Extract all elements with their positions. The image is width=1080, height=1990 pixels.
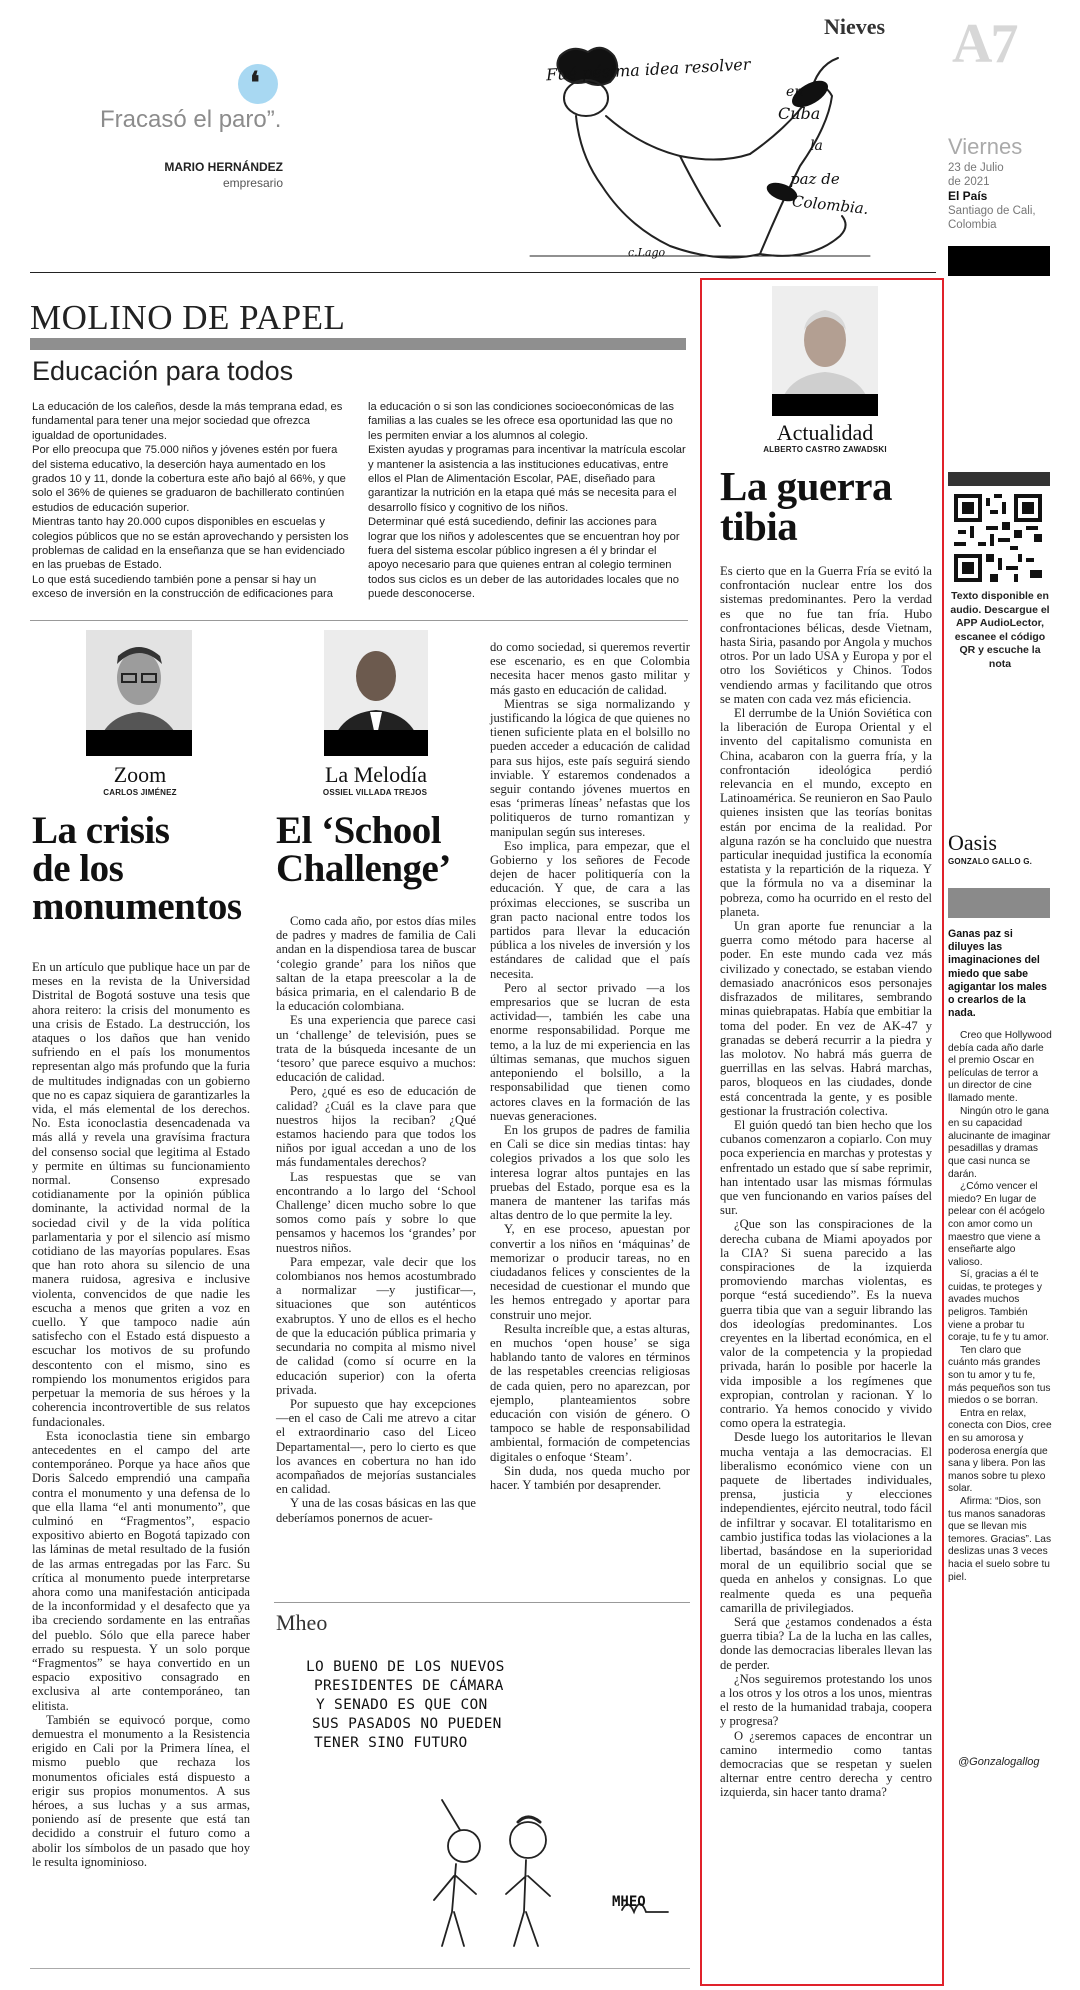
body-paragraph: Mientras se siga normalizando y justificando la lógica de que quienes no tienen suficiente plata en el bolsillo no pueden acceder a educación de calidad para sus hijos, este país seguirá siendo inviable. Y estaremos condenados a seguir contando jóvenes muertos en esas ‘primeras líneas’ nefastas que los politiqueros de turno romantizan y manipulan según sus intereses. — [490, 696, 690, 839]
editorial-headline: Educación para todos — [32, 356, 294, 386]
oasis-paragraph: Creo que Hollywood debía cada año darle el premio Oscar en películas de terror a un director de cine llamado mente. — [948, 1030, 1052, 1104]
actualidad-body — [720, 564, 932, 1800]
city-line-1: Santiago de Cali, — [948, 205, 1036, 217]
oasis-paragraph: Entra en relax, conecta con Dios, cree en su amorosa y poderosa energía que sana y libera. Pon las manos sobre tu plexo solar. — [948, 1407, 1052, 1495]
actualidad-headline-line: tibia — [720, 503, 798, 550]
bottom-rule — [30, 1968, 690, 1969]
photo-black-band — [324, 730, 428, 756]
body-paragraph: En los grupos de padres de familia en Cali se dice sin medias tintas: hay colegios privados a los que solo les interesa lograr altos puntajes en las pruebas del Estado, porque esa es la manera de mantener las tarifas más altas dentro de lo que permite la ley. — [490, 1122, 690, 1223]
photo-black-band — [86, 730, 192, 756]
top-cartoon-caption-5: paz de — [790, 170, 840, 188]
actualidad-author: ALBERTO CASTRO ZAWADSKI — [763, 445, 887, 454]
mheo-title: Mheo — [276, 1610, 328, 1635]
quote-mark: ❛ — [250, 66, 260, 101]
balloon-line: LO BUENO DE LOS NUEVOS — [306, 1659, 505, 1675]
body-paragraph: Eso implica, para empezar, que el Gobierno y los señores de Fecode dejen de hacer politiquería con la educación. Y que, de cara a las próximas elecciones, se suscriba un gran pacto nacional entre todos los partidos para llevar la educación pública a los niveles de inversión y los estándares de calidad que el país necesita. — [490, 838, 690, 981]
quote-bubble-icon — [238, 64, 278, 104]
qr-code[interactable] — [954, 494, 1042, 582]
top-rule — [30, 272, 936, 273]
zoom-headline-line: monumentos — [32, 885, 242, 929]
author-photo-carlos — [86, 630, 192, 756]
editorial-paragraph: Mientras tanto hay 20.000 cupos disponibles en escuelas y colegios públicos que no se están aprovechando y persisten los problemas de calidad en la enseñanza que se han evidenciado en las pruebas de Estado. — [32, 516, 349, 572]
body-paragraph: Pero al sector privado —a los empresarios que se lucran de esta actividad—, también les cabe una enorme responsabilidad. Porque me temo, a la luz de mi experiencia en las últimas semanas, que muchos siguen anteponiendo el bolsillo, a la responsabilidad que tienen como actores claves en la formación de las nuevas generaciones. — [490, 980, 690, 1123]
body-paragraph: El guión quedó tan bien hecho que los cubanos comenzaron a copiarlo. Con muy poca experiencia en marchas y protestas y enfrentado un estado que sí sabe reprimir, han intentado usar las mismas fórmulas que ven funcionando en varios países del sur. — [720, 1117, 932, 1218]
quote-text: Fracasó el paro”. — [100, 106, 282, 133]
editorial-paragraph: Por ello preocupa que 75.000 niños y jóvenes estén por fuera del sistema educativo, la deserción haya aumentado en los grados 10 y 11, donde la cobertura este año bajó al 66%, y que solo el 36% de quienes se graduaron de bachillerato continúen estudios de educación superior. — [32, 444, 346, 514]
paper-name: El País — [948, 189, 988, 203]
top-cartoon — [510, 36, 890, 276]
body-paragraph: O ¿seremos capaces de encontrar un camino intermedio como tantas democracias que se respetan y suelen alternar entre centro derecha y centro izquierda, sin hacer tanto drama? — [720, 1728, 932, 1800]
oasis-paragraph: Sí, gracias a él te cuidas, te proteges y avades muchos peligros. También viene a probar tu coraje, tu fe y tu amor. — [948, 1269, 1049, 1344]
editorial-col-2 — [368, 400, 688, 602]
body-paragraph: Desde luego los autoritarios le llevan mucha ventaja a las democracias. El liberalismo económico viene con un paquete de libertades individuales, prensa, justicia y elecciones independientes, ejército neutral, todo fácil de infiltrar y socavar. El totalitarismo en cambio justifica todas las violaciones a la libertad, basándose en la superioridad moral de un equilibrio social que se queda en anhelos y consignas. Lo que realmente queda es una pequeña camarilla de privilegiados. — [720, 1430, 932, 1615]
balloon-line: TENER SINO FUTURO — [314, 1735, 468, 1751]
oasis-handle[interactable]: @Gonzalogallog — [958, 1756, 1040, 1768]
actualidad-photo-band — [772, 394, 878, 416]
body-paragraph: Es cierto que en la Guerra Fría se evitó la confrontación nuclear entre los dos sistemas predominantes. Pero la verdad es que no fue tan fría. Hubo confrontaciones bélicas, desde Vietnam, hasta Siria, pasando por Angola y muchos otros. Por un lado USA y Europa y por el otro los Soviéticos y Chinos. Todos vendiendo armas y facilitando que otros se maten con cada vez más eficiencia. — [720, 564, 932, 706]
editorial-col-1 — [32, 400, 350, 602]
mheo-signature: MHEO — [612, 1894, 646, 1910]
melodia-headline-line: Challenge’ — [276, 847, 451, 891]
body-paragraph: Esta iconoclastia tiene sin embargo antecedentes en el campo del arte contemporáneo. Porque ya hace años que Doris Salcedo emprendió una campaña contra el monumento y una defensa de lo que ella llama “el anti monumento”, que culminó en “Fragmentos”, espacio expositivo abierto en Bogotá tapizado con las láminas de metal resultado de la fusión de las armas entregadas por las Farc. Su crítica al monumento puede interpretarse ahora como una manifestación anticipada de la inconformidad y el desafecto que ya iba creciendo sordamente en las entrañas del pueblo. Sólo que ella parece haber errado su respuesta. Y un solo porque “Fragmentos” se haya convertido en un espacio expositivo consagrado en exclusiva al arte contemporáneo, tan elitista. — [32, 1428, 250, 1713]
editorial-paragraph: La educación de los caleños, desde la más temprana edad, es fundamental para tener una mejor sociedad que ofrezca igualdad de oportunidades. — [32, 401, 343, 442]
zoom-headline-line: de los — [32, 847, 124, 891]
mheo-balloon — [306, 1658, 636, 1753]
body-paragraph: También se equivocó porque, como demuestra el monumento a la Resistencia erigido en Cali por la Primera línea, el mismo pueblo que rechaza los monumentos oficiales está dispuesto a erigir sus propios monumentos. A sus héroes, a sus luchas y a sus armas, poniendo así de presente que está tan decidido a construir el futuro como a abolir los símbolos de un pasado que hoy le resulta ignominioso. — [32, 1712, 250, 1869]
qr-code-icon — [954, 494, 1042, 582]
quote-role: empresario — [222, 176, 283, 190]
body-paragraph: Y, en ese proceso, apuestan por convertir a los niños en ‘máquinas’ de memorizar o producir tareas, no en ciudadanos felices y conscientes de la necesidad de cuestionar el mundo que les hemos entregado y aportar para construir uno mejor. — [490, 1222, 690, 1322]
qr-top-bar — [948, 472, 1050, 486]
top-cartoon-caption-4: la — [810, 138, 823, 154]
section-name: Nieves — [824, 14, 886, 39]
oasis-paragraph: ¿Cómo vencer el miedo? En lugar de pelear con él acógelo con amor como un maestro que viene a enseñarte algo valioso. — [948, 1181, 1045, 1268]
body-paragraph: Un gran aporte fue renunciar a la guerra como método para hacerse al poder. En este mundo cada vez más civilizado y conectado, se estaban viendo demasiado anacrónicos esos personajes disfrazados de militares, sembrando minas quiebrapatas. Había que embitiar la toma del poder. En vez de AK-47 y granadas se deberá recurrir a la piedra y las molotov. No habrá más guerra de guerrillas en las selvas. Habrá marchas, paros, bloqueos en las ciudades, donde está concentrada la gente, y es posible gestionar la frustración colectiva. — [720, 919, 932, 1118]
actualidad-column-name: Actualidad — [776, 420, 874, 445]
body-paragraph: En un artículo que publique hace un par de meses en la revista de la Universidad Distrital de Bogotá sostuve una tesis que ahora reitero: la crisis del monumento es una crisis de Estado. La destrucción, los ataques o los daños que han venido sufriendo en el país los monumentos representan algo más profundo que la furia de multitudes indignadas con un gobierno que no es capaz siquiera de garantizarles la vida, el más elemental de los derechos. No. Esta iconoclastia desencadenada va más allá y revela una gravísima fractura del consenso social que legitima al Estado y permite en últimas su funcionamiento normal. Consenso expresado cotidianamente por la opinión pública dominante, la actividad normal de la sociedad civil y de la vida política parlamentaria y por el silencio así mismo cotidiano de las mayorías populares. Esas que han roto ahora su silencio de una manera ruidosa, agresiva e inclusive violenta, convencidos de que nadie les escucha a menos que griten a voz en cuello. Y que tampoco nadie aún satisfecho con el Estado está dispuesto a escuchar los motivos de su profundo descontento con el mismo, sino es rompiendo los monumentos erigidos para perpetuar la memoria de sus héroes y la coherencia incontrovertible de sus relatos fundacionales. — [32, 960, 250, 1429]
body-paragraph: ¿Que son las conspiraciones de la derecha cubana de Miami apoyados por la CIA? Si suena parecido a las conspiraciones de la izquierda promoviendo marchas violentas, es porque “está sucediendo”. Es la nueva guerra tibia que van a seguir librando las dos ideologías predominantes. Los creyentes en la libertad económica, en el valor de la competencia y la propiedad privada, harán lo posible por hacerle la vida imposible a los regímenes que expropian, controlan y racionan. Y lo contrario. Ya hemos conocido y vivido como opera la estrategia. — [720, 1217, 932, 1431]
page-number: A7 — [952, 13, 1017, 75]
top-cartoon-caption-1: Fué pésima idea resolver — [545, 54, 751, 85]
editorial-paragraph: Lo que está sucediendo también pone a pensar si hay un exceso de inversión en la construcción de edificaciones para — [32, 573, 333, 601]
body-paragraph: Por supuesto que hay excepciones —en el caso de Cali me atrevo a citar el extraordinario caso del Liceo Departamental—, pero lo cierto es que los avances en cobertura no han ido acompañados de mejorías sustanciales en calidad. — [276, 1396, 476, 1497]
balloon-line: PRESIDENTES DE CÁMARA — [314, 1678, 504, 1694]
mheo-top-rule — [274, 1602, 690, 1603]
editorial-paragraph: Existen ayudas y programas para incentivar la matrícula escolar y mantener la asistencia a las instituciones educativas, entre ellos el Plan de Alimentación Escolar, PAE, diseñado para garantizar la nutrición en la etapa qué más se necesita para el desarrollo físico y cognitivo de los niños. — [368, 444, 686, 514]
masthead-black-block — [948, 246, 1050, 276]
date-line-2: de 2021 — [948, 176, 990, 188]
audio-note: Texto disponible en audio. Descargue el APP AudioLector, escanee el código QR y escuche la nota — [950, 590, 1050, 670]
melodia-headline — [276, 809, 496, 891]
top-cartoon-signature: c.Lago — [628, 246, 666, 259]
body-paragraph: Resulta increíble que, a estas alturas, en muchos ‘open house’ se siga hablando tanto de valores en términos de las respetables creencias religiosas de cada quien, pero no aparezcan, por ejemplo, planteamientos sobre educación con visión de género. O tampoco se hable de responsabilidad ambiental, formación de competencias digitales o enfoque ‘Steam’. — [490, 1321, 690, 1464]
body-paragraph: Será que ¿estamos condenados a ésta guerra tibia? La de la lucha en las calles, donde las democracias liberales llevan las de perder. — [720, 1615, 932, 1672]
zoom-headline — [32, 809, 272, 929]
top-cartoon-caption-2: en — [786, 84, 804, 100]
body-paragraph: Pero, ¿qué es eso de educación de calidad? ¿Cuál es la clave para que nuestros hijos la reciban? ¿Qué estamos haciendo para que todos los niños por igual accedan a uno de los más fundamentales derechos? — [276, 1084, 476, 1170]
body-paragraph: do como sociedad, si queremos revertir ese escenario, es en que Colombia necesita hacer menos gasto militar y más gasto en educación de calidad. — [490, 640, 690, 697]
top-cartoon-caption-6: Colombia. — [791, 192, 870, 218]
body-paragraph: El derrumbe de la Unión Soviética con la liberación de Europa Oriental y el invento del capitalismo comunista en China, acabaron con la guerra fría, y la confrontación ideológica perdió relevancia en el mundo, excepto en Latinoamérica. Se reunieron en Sao Paulo quienes insisten que las teorías bonitas están por encima de la realidad. Por alguna razón se ha concluido que nuestra particular inequidad justifica la economía estatista y la repartición de la riqueza. Y que la fórmula no va a diseminar la pobreza, como ha ocurrido en el resto del planeta. — [720, 706, 932, 919]
editorial-paragraph: la educación o si son las condiciones socioeconómicas de las familias a las cuales se les ofrece esa oportunidad las que no les permiten enviar a los alumnos al colegio. — [368, 401, 674, 442]
oasis-lead: Ganas paz si diluyes las imaginaciones del miedo que sabe agigantar los males o crearlos de la nada. — [948, 928, 1047, 1020]
oasis-author: GONZALO GALLO G. — [948, 857, 1033, 866]
oasis-paragraph: Ten claro que cuánto más grandes son tu amor y tu fe, más pequeños son tus miedos o se borran. — [948, 1344, 1051, 1407]
section-title-bar — [30, 338, 686, 350]
melodia-body-col-1 — [276, 914, 476, 1525]
oasis-body — [948, 1030, 1052, 1584]
zoom-column-name: Zoom — [113, 762, 167, 787]
melodia-column-name: La Melodía — [324, 762, 428, 787]
body-paragraph: Es una experiencia que parece casi un ‘challenge’ de televisión, pues se trata de la búsqueda incesante de un ‘tesoro’ que parece esquivo a muchos: educación de calidad. — [276, 1013, 476, 1085]
city-line-2: Colombia — [948, 219, 997, 231]
body-paragraph: Sin duda, nos queda mucho por hacer. Y también por desaprender. — [490, 1463, 690, 1492]
actualidad-headline-line: La guerra — [720, 463, 892, 509]
body-paragraph: Para empezar, vale decir que los colombianos nos hemos acostumbrado a normalizar —y justificar—, situaciones que son auténticos exabruptos. Y uno de ellos es el hecho de que la educación pública primaria y secundaria no compita al mismo nivel de calidad (como sí ocurre en la educación superior) con la oferta privada. — [276, 1254, 476, 1397]
melodia-author: OSSIEL VILLADA TREJOS — [322, 788, 428, 797]
body-paragraph: Y una de las cosas básicas en las que deberíamos ponernos de acuer- — [276, 1496, 476, 1525]
mheo-cartoon — [292, 1650, 688, 1950]
melodia-headline-line: El ‘School — [276, 809, 442, 852]
oasis-column-name: Oasis — [948, 830, 997, 855]
balloon-line: SUS PASADOS NO PUEDEN — [312, 1716, 502, 1732]
oasis-paragraph: Afirma: “Dios, son tus manos sanadoras que se llevan mis temores. Gracias”. Las deslizas unas 3 veces hacia el suelo sobre tu piel. — [948, 1495, 1052, 1583]
body-paragraph: Como cada año, por estos días miles de padres y madres de familia de Cali andan en la dispendiosa tarea de buscar ‘colegio grande’ para los niños que saltan de la etapa preescolar a la de básica primaria, en el calendario B de la educación colombiana. — [276, 914, 476, 1014]
body-paragraph: ¿Nos seguiremos protestando los unos a los otros y los otros a los unos, mientras el resto de la humanidad trabaja, coopera y progresa? — [720, 1671, 932, 1729]
section-title: MOLINO DE PAPEL — [30, 298, 346, 337]
zoom-headline-line: La crisis — [32, 809, 170, 852]
actualidad-headline — [720, 463, 930, 550]
editorial-paragraph: Determinar qué está sucediendo, definir las acciones para lograr que los niños y adolescentes que se encuentran hoy por fuera del sistema escolar público ingresen a él y brindar el apoyo necesario para que quienes entran al colegio terminen todos sus ciclos es un deber de las autoridades locales que no puede desconocerse. — [368, 516, 680, 601]
top-cartoon-caption-3: Cuba — [778, 104, 821, 123]
zoom-author: CARLOS JIMÉNEZ — [103, 788, 177, 797]
melodia-body-col-2 — [490, 640, 690, 1492]
body-paragraph: Las respuestas que se van encontrando a lo largo del ‘School Challenge’ dicen mucho sobre lo que somos como país y sobre lo que pensamos y hacemos los ‘grandes’ por nuestros niños. — [276, 1169, 476, 1255]
editorial-bottom-rule — [30, 620, 688, 621]
oasis-paragraph: Ningún otro le gana en su capacidad alucinante de imaginar pesadillas y dramas que casi nunca se darán. — [948, 1105, 1051, 1180]
date-day: Viernes — [948, 134, 1023, 159]
date-line-1: 23 de Julio — [948, 162, 1004, 174]
quote-author: MARIO HERNÁNDEZ — [164, 160, 283, 174]
author-photo-ossiel — [324, 630, 428, 756]
balloon-line: Y SENADO ES QUE CON — [316, 1697, 488, 1713]
zoom-body — [32, 960, 250, 1869]
oasis-bar — [948, 888, 1050, 918]
